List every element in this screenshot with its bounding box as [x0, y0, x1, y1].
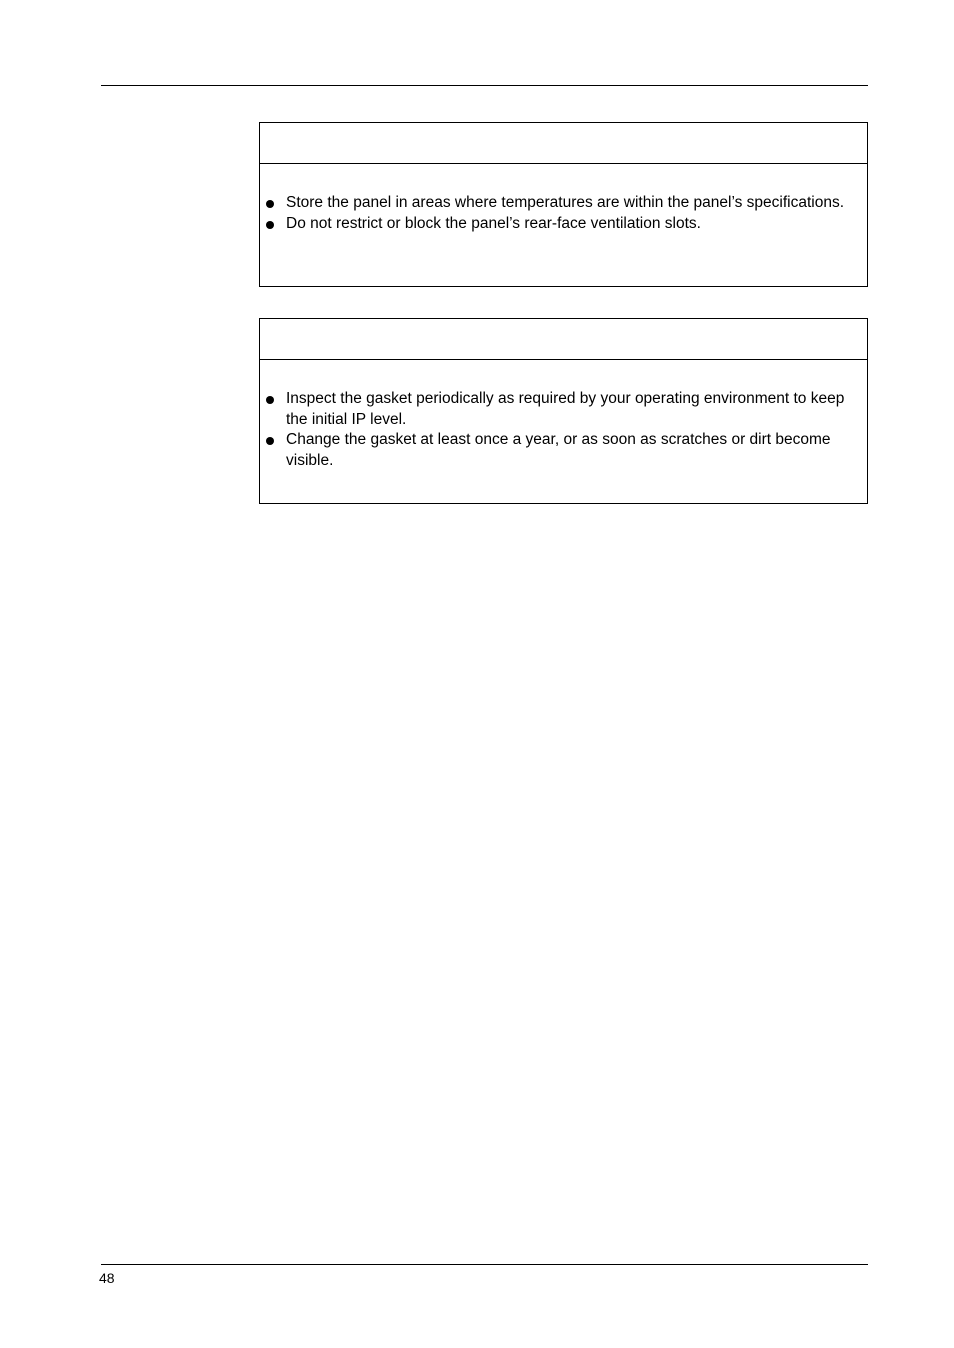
- list-item: [266, 389, 859, 430]
- bullet-list: [266, 193, 859, 234]
- list-item-text: Change the gasket at least once a year, or as soon as scratches or dirt become visible.: [286, 431, 831, 469]
- bullet-list: [266, 389, 859, 471]
- notice-header: [260, 123, 867, 164]
- bullet-icon: [266, 396, 274, 404]
- page-number: 48: [99, 1270, 115, 1286]
- bullet-icon: [266, 200, 274, 208]
- list-item: [266, 214, 859, 235]
- notice-box-storage: [259, 122, 868, 287]
- list-item: [266, 430, 859, 471]
- list-item-text: Inspect the gasket periodically as required by your operating environment to keep the initial IP level.: [286, 390, 845, 428]
- notice-header: [260, 319, 867, 360]
- footer-rule: [101, 1264, 868, 1265]
- notice-box-gasket: [259, 318, 868, 504]
- list-item-text: Do not restrict or block the panel’s rear-face ventilation slots.: [286, 214, 701, 232]
- notice-body: [260, 360, 867, 471]
- list-item: [266, 193, 859, 214]
- notice-body: [260, 164, 867, 234]
- header-rule: [101, 85, 868, 86]
- bullet-icon: [266, 437, 274, 445]
- list-item-text: Store the panel in areas where temperatures are within the panel’s specifications.: [286, 194, 845, 211]
- bullet-icon: [266, 221, 274, 229]
